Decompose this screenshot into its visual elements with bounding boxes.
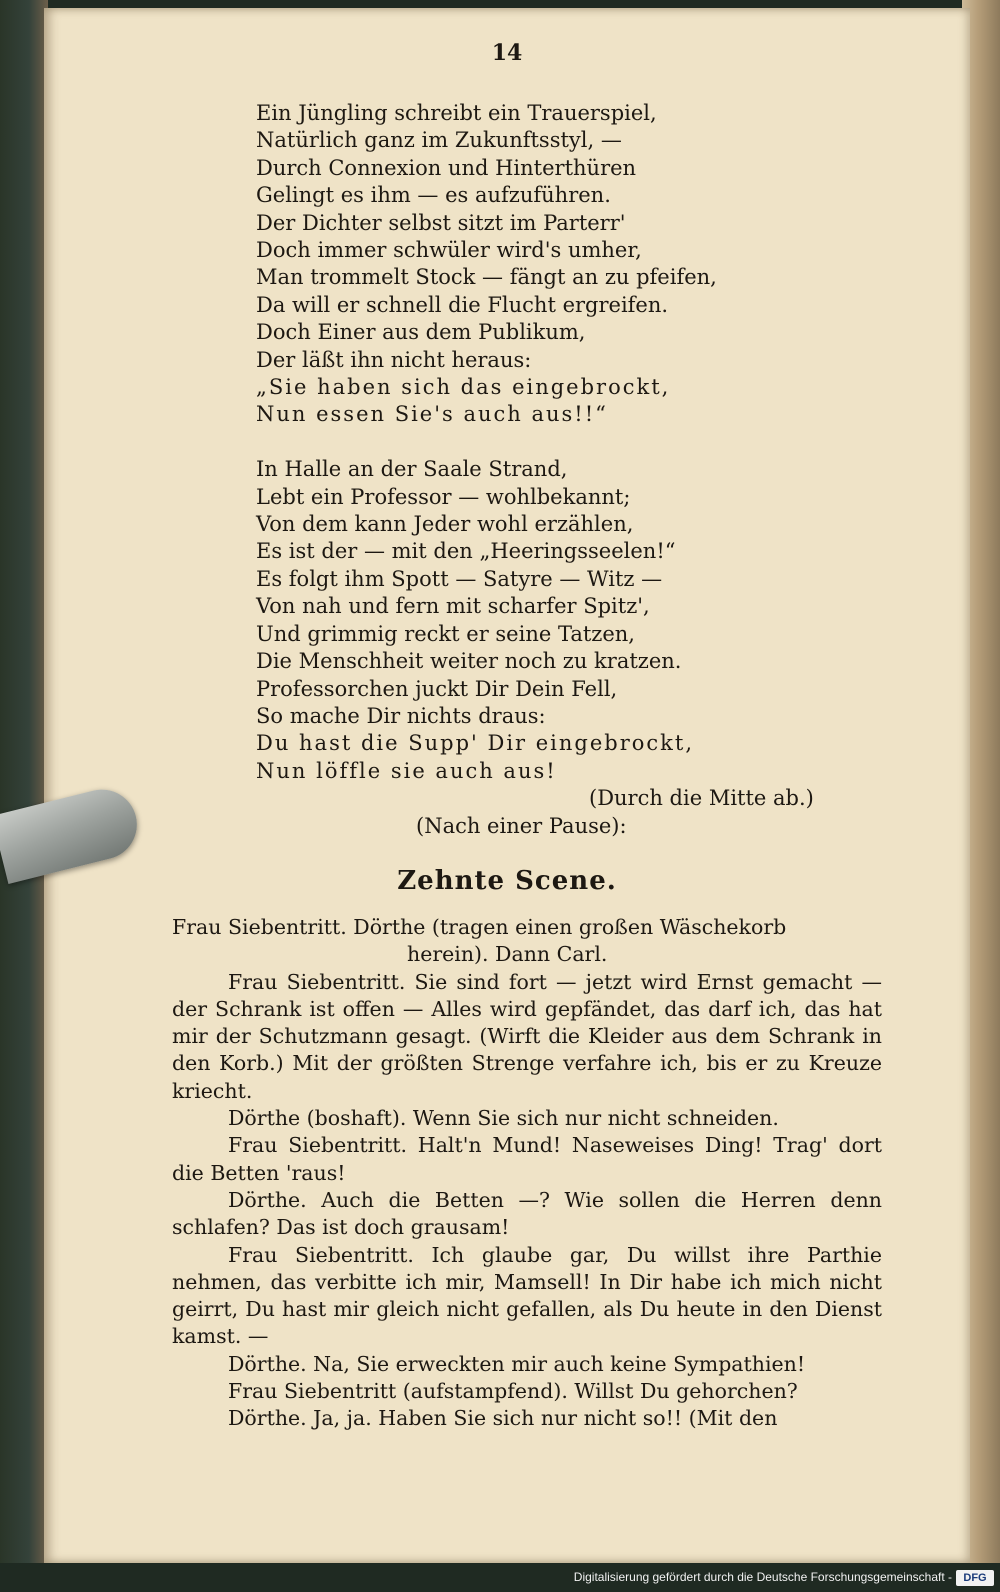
verse-line: Nun essen Sie's auch aus!!“ [256,402,608,427]
verse-line: Man trommelt Stock — fängt an zu pfeifen, [256,265,717,290]
dialogue-paragraph: Dörthe. Auch die Betten —? Wie sollen die Herren denn schlafen? Das ist doch grausam! [172,1187,882,1240]
verse-line: Da will er schnell die Flucht ergreifen. [256,292,669,317]
verse-line: Durch Connexion und Hinterthüren [256,155,637,180]
verse-line: Es ist der — mit den „Heeringsseelen!“ [256,539,676,564]
verse-line: Lebt ein Professor — wohlbekannt; [256,484,631,509]
dialogue-paragraph: Frau Siebentritt. Halt'n Mund! Naseweises Ding! Trag' dort die Betten 'raus! [172,1133,882,1185]
verse-line: Doch immer schwüler wird's umher, [256,238,642,263]
verse-line: Von dem kann Jeder wohl erzählen, [256,512,634,537]
dialogue-paragraph: Frau Siebentritt. Ich glaube gar, Du willst ihre Parthie nehmen, das verbitte ich mir, Mamsell! In Dir habe ich mich nicht geirrt, Du hast mir gleich nicht gefallen, als Du heute in den Dienst kamst. — [172,1242,882,1349]
stanza-break [256,429,876,456]
book-page [44,8,970,1563]
cast-list-continued: herein). Dann Carl. [407,942,608,967]
dialogue-paragraph: Frau Siebentritt (aufstampfend). Willst Du gehorchen? [228,1379,798,1404]
dialogue-paragraph: Dörthe (boshaft). Wenn Sie sich nur nicht schneiden. [228,1106,779,1131]
verse-line: „Sie haben sich das eingebrockt, [256,375,671,400]
funding-notice: Digitalisierung gefördert durch die Deutsche Forschungsgemeinschaft - [573,1570,952,1584]
dialogue-paragraph: Dörthe. Na, Sie erweckten mir auch keine Sympathien! [228,1351,806,1376]
verse-line: In Halle an der Saale Strand, [256,457,568,482]
verse-line: Doch Einer aus dem Publikum, [256,320,586,345]
cast-list: Frau Siebentritt. Dörthe (tragen einen großen Wäschekorb [172,915,787,939]
dialogue-paragraph: Frau Siebentritt. Sie sind fort — jetzt wird Ernst gemacht — der Schrank ist offen — Alles wird gepfändet, das darf ich, das hat mir der Schutzmann gesagt. (Wirft die Kleider aus dem Schrank in den Korb.) Mit der größten Strenge verfahre ich, bis er zu Kreuze kriecht. [172,969,882,1103]
dfg-logo-icon: DFG [956,1570,994,1586]
verse-line: Ein Jüngling schreibt ein Trauerspiel, [256,101,657,125]
book-spine [0,0,48,1592]
verse-line: So mache Dir nichts draus: [256,703,546,728]
verse-line: Und grimmig reckt er seine Tatzen, [256,621,635,646]
verse-line: Professorchen juckt Dir Dein Fell, [256,676,618,701]
verse-line: Du hast die Supp' Dir eingebrockt, [256,731,695,756]
verse-line: Gelingt es ihm — es aufzuführen. [256,183,611,208]
scene-text [172,914,882,1433]
verse-line: Der Dichter selbst sitzt im Parterr' [256,210,626,235]
verse-line: Die Menschheit weiter noch zu kratzen. [256,649,682,674]
verse-block [256,100,876,785]
verse-line: Es folgt ihm Spott — Satyre — Witz — [256,566,663,591]
verse-line: Nun löffle sie auch aus! [256,758,557,783]
verse-line: Der läßt ihn nicht heraus: [256,347,532,372]
stage-direction-exit: (Durch die Mitte ab.) [589,786,814,810]
page-number: 14 [491,40,523,66]
verse-line: Von nah und fern mit scharfer Spitz', [256,594,650,619]
verse-line: Natürlich ganz im Zukunftsstyl, — [256,128,622,153]
scene-title: Zehnte Scene. [397,866,617,896]
stage-direction-pause: (Nach einer Pause): [416,814,627,838]
dialogue-paragraph: Dörthe. Ja, ja. Haben Sie sich nur nicht so!! (Mit den [228,1406,778,1431]
